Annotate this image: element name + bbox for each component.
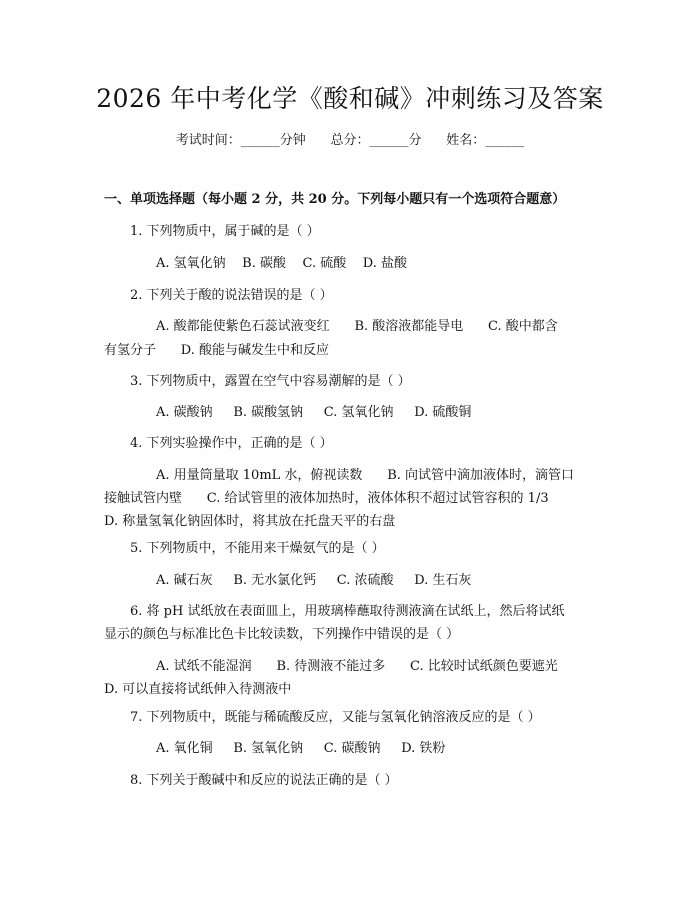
question-2-stem: 2. 下列关于酸的说法错误的是（ ）	[130, 288, 333, 303]
exam-info-line: 考试时间：______分钟 总分：______分 姓名：______	[175, 133, 525, 148]
question-7-options: A. 氧化铜 B. 氢氧化钠 C. 碳酸钠 D. 铁粉	[156, 741, 446, 756]
question-4-options-line-1: A. 用量筒量取 10mL 水，俯视读数 B. 向试管中滴加液体时，滴管口	[156, 468, 575, 483]
question-8-stem: 8. 下列关于酸碱中和反应的说法正确的是（ ）	[130, 773, 398, 788]
question-6-options-line-1: A. 试纸不能湿润 B. 待测液不能过多 C. 比较时试纸颜色要遮光	[156, 659, 558, 674]
question-6-options-line-2: D. 可以直接将试纸伸入待测液中	[104, 682, 292, 697]
question-1-options: A. 氢氧化钠 B. 碳酸 C. 硫酸 D. 盐酸	[156, 256, 408, 271]
section-heading: 一、单项选择题（每小题 2 分，共 20 分。下列每小题只有一个选项符合题意）	[104, 192, 566, 207]
question-4-options-line-2: 接触试管内壁 C. 给试管里的液体加热时，液体体积不超过试管容积的 1/3	[104, 491, 549, 506]
question-1-stem: 1. 下列物质中，属于碱的是（ ）	[130, 224, 320, 239]
question-7-stem: 7. 下列物质中，既能与稀硫酸反应，又能与氢氧化钠溶液反应的是（ ）	[130, 710, 541, 725]
question-3-options: A. 碳酸钠 B. 碳酸氢钠 C. 氢氧化钠 D. 硫酸铜	[156, 405, 472, 420]
question-4-stem: 4. 下列实验操作中，正确的是（ ）	[130, 436, 333, 451]
page-title: 2026 年中考化学《酸和碱》冲刺练习及答案	[96, 84, 604, 113]
question-5-options: A. 碱石灰 B. 无水氯化钙 C. 浓硫酸 D. 生石灰	[156, 573, 472, 588]
question-2-options-line-1: A. 酸都能使紫色石蕊试液变红 B. 酸溶液都能导电 C. 酸中都含	[156, 319, 558, 334]
question-5-stem: 5. 下列物质中，不能用来干燥氨气的是（ ）	[130, 541, 385, 556]
question-6-stem-line-2: 显示的颜色与标准比色卡比较读数，下列操作中错误的是（ ）	[104, 627, 460, 642]
question-4-options-line-3: D. 称量氢氧化钠固体时，将其放在托盘天平的右盘	[104, 514, 396, 529]
question-3-stem: 3. 下列物质中，露置在空气中容易潮解的是（ ）	[130, 374, 411, 389]
question-6-stem-line-1: 6. 将 pH 试纸放在表面皿上，用玻璃棒蘸取待测液滴在试纸上，然后将试纸	[130, 604, 565, 619]
question-2-options-line-2: 有氢分子 D. 酸能与碱发生中和反应	[104, 343, 330, 358]
